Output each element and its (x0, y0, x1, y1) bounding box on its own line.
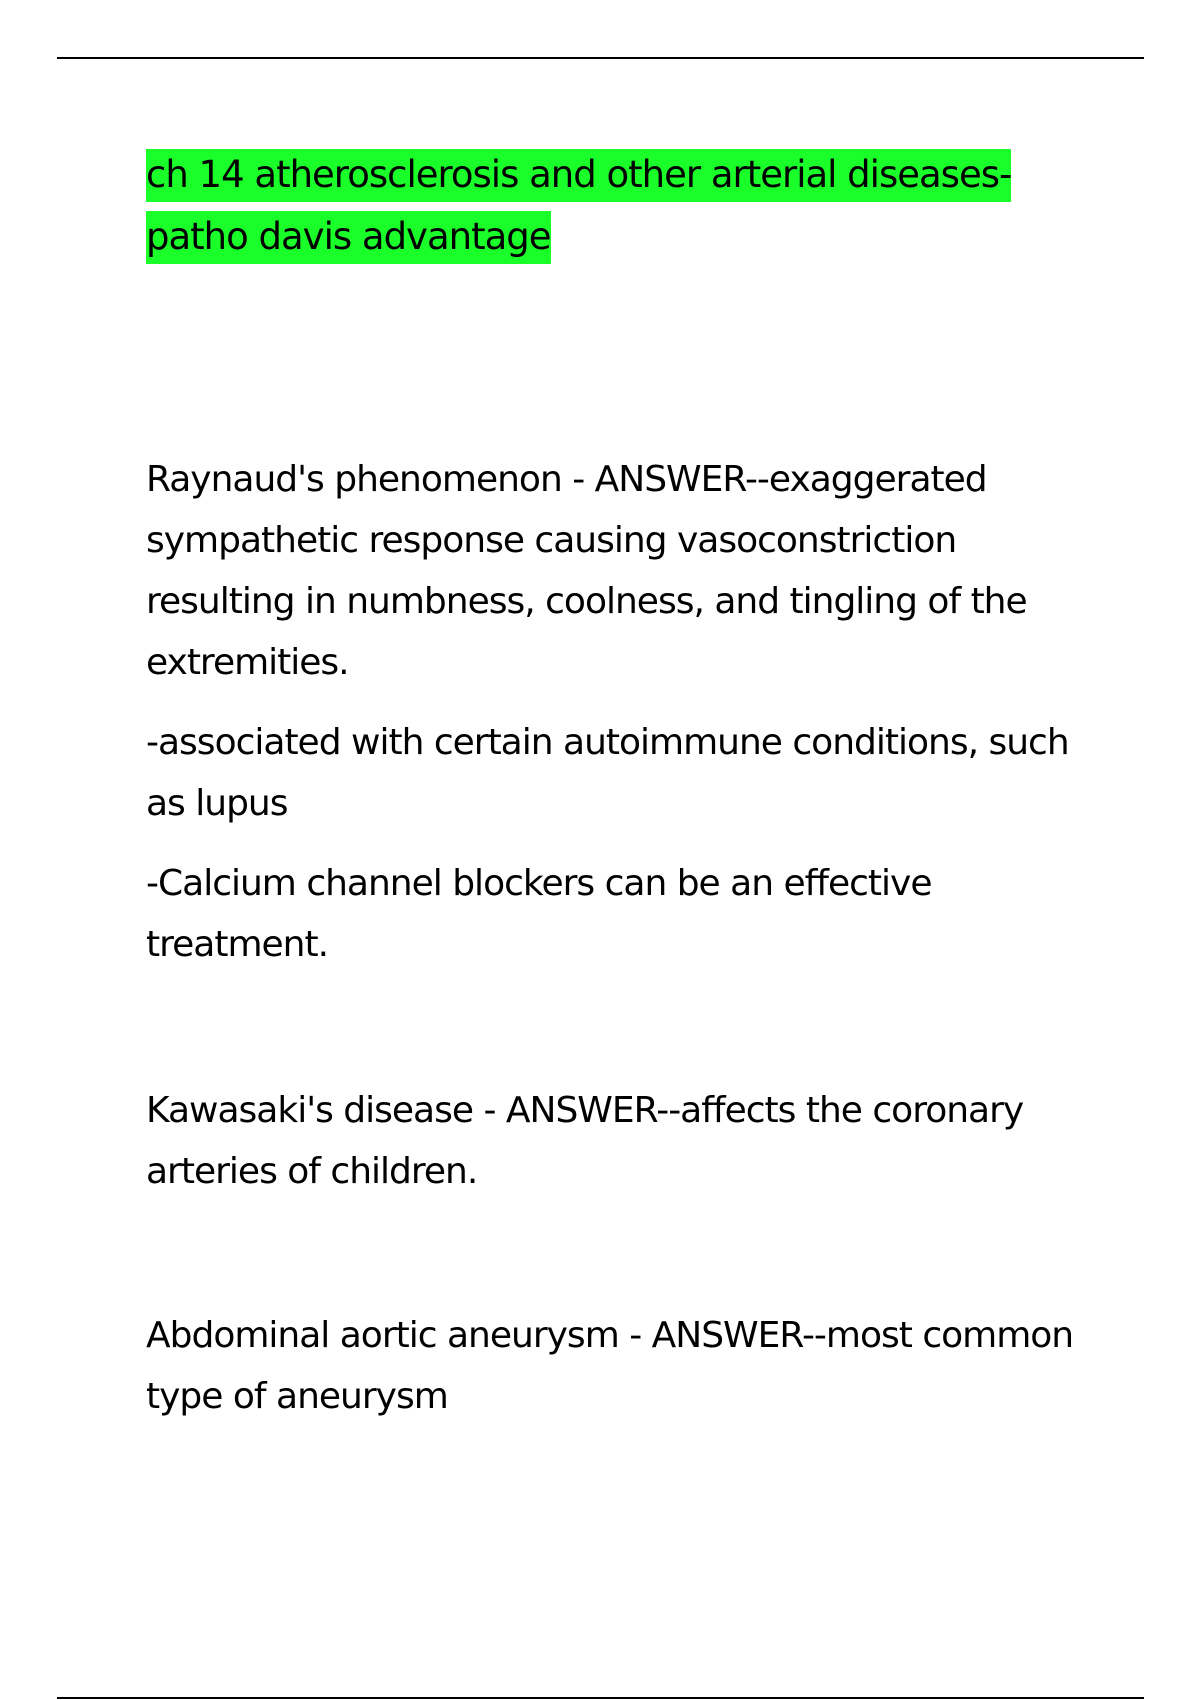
qa-entry-kawasaki (146, 1080, 1106, 1221)
qa-answer-paragraph: -Calcium channel blockers can be an effective treatment. (146, 863, 932, 965)
title-line-1: ch 14 atherosclerosis and other arterial diseases- (146, 149, 1011, 202)
qa-answer-paragraph: Abdominal aortic aneurysm - ANSWER--most common type of aneurysm (146, 1315, 1074, 1417)
qa-entry-raynauds (146, 449, 1106, 994)
qa-entry-aaa (146, 1305, 1106, 1446)
qa-answer-paragraph: -associated with certain autoimmune conditions, such as lupus (146, 722, 1069, 824)
qa-answer-paragraph: Raynaud's phenomenon - ANSWER--exaggerated sympathetic response causing vasoconstriction resulting in numbness, coolness, and tingling of the extremities. (146, 459, 1027, 683)
document-title (146, 144, 1046, 268)
qa-answer-paragraph: Kawasaki's disease - ANSWER--affects the coronary arteries of children. (146, 1090, 1024, 1192)
top-divider (57, 57, 1144, 59)
bottom-divider (57, 1697, 1144, 1699)
title-line-2: patho davis advantage (146, 211, 551, 264)
